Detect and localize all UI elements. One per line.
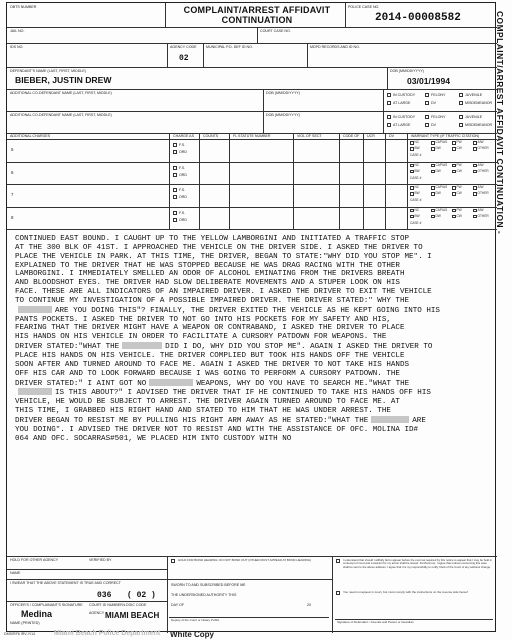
ids-no-label: IDS NO.: [10, 45, 24, 49]
warrant-type-label: BW: [414, 146, 420, 150]
no-appear-text: You need not appear in court, but must comply with the instructions on the reverse side hereof: [343, 590, 468, 594]
officer-signature-label: OFFICER'S / COMPLAINANT'S SIGNATURE: [10, 603, 83, 607]
warrant-type-label: CW: [456, 146, 462, 150]
charge-as-label: F.S.: [179, 143, 186, 147]
warrant-type-label: AIW: [477, 207, 484, 212]
narrative-line: DRIVER BEGAN TO RESIST ME BY PULLING HIS RIGHT ARM AWAY AS HE STATED:"WHAT THE ARE: [15, 416, 426, 425]
narrative-line: DRIVER STATED:"WHAT THE DID I DO, WHY DID YOU STOP ME". AGAIN I ASKED THE DRIVER TO: [15, 343, 433, 352]
narrative-line: ARE YOU DOING THIS"? FINALLY, THE DRIVER EXITED THE VEHICLE AS HE KEPT GOING INTO HIS: [15, 306, 501, 316]
agency-number-value: ( 02 ): [127, 591, 156, 600]
warrant-type-checkbox[interactable]: [452, 215, 456, 219]
case-number-label: CASE #: [410, 220, 422, 225]
narrative-line: PLACE HIS HANDS ON HIS VEHICLE. THE DRIVER COMPLIED BUT TOOK HIS HANDS OFF THE VEHICLE: [15, 351, 405, 360]
charges-header-1: CHARGE AS: [173, 134, 194, 138]
narrative-line: SOON AFTER AND TURNED AROUND TO FACE ME. AGAIN I ASKED THE DRIVER TO NOT TAKE HIS HANDS: [15, 360, 410, 369]
charge-row-number: 5: [11, 147, 14, 152]
warrant-type-label: OTHER: [477, 191, 489, 195]
narrative-line: FEARING THAT THE DRIVER MIGHT HAVE A WEAPON OR CONTRABAND, I ASKED THE DRIVER TO PLACE: [15, 324, 405, 333]
sworn-label: SWORN TO AND SUBSCRIBED BEFORE ME: [171, 583, 246, 587]
charge-as-checkbox[interactable]: [173, 211, 177, 215]
warrant-type-checkbox[interactable]: [473, 215, 477, 219]
redaction-block: [122, 342, 162, 349]
narrative-line: LAMBORGINI. I IMMEDIATELY SMELLED AN ODOR OF ALCOHOL EMINATING FROM THE DRIVERS BREATH: [15, 270, 405, 279]
warrant-type-label: DW: [435, 146, 441, 150]
jail-no-label: JAIL NO.: [10, 29, 25, 33]
hold-bond-checkbox[interactable]: [171, 559, 175, 563]
warrant-type-label: CAPIAS: [435, 185, 448, 189]
case-number-label: CASE #: [410, 198, 422, 202]
warrant-type-label: OTHER: [477, 213, 489, 218]
charge-as-checkbox[interactable]: [173, 143, 177, 147]
defendant-name-label: DEFENDANT'S NAME (LAST, FIRST, MIDDLE): [10, 69, 86, 73]
warrant-type-checkbox[interactable]: [473, 141, 477, 145]
custody-1-label-1: FELONY: [431, 93, 446, 97]
police-case-number: 2014-00008582: [375, 12, 461, 24]
charge-as-label: F.S.: [179, 210, 186, 215]
warrant-type-label: NC: [414, 162, 420, 167]
affidavit-form: [6, 2, 505, 632]
promise-to-appear-checkbox[interactable]: [336, 559, 340, 563]
custody-2-checkbox-0[interactable]: [387, 115, 391, 119]
co-defendant-1-dob-label: DOB (MM/DD/YYYY): [266, 91, 300, 95]
custody-2-checkbox-5[interactable]: [459, 123, 463, 127]
case-number-label: CASE #: [410, 175, 422, 180]
day-of-label: DAY OF: [171, 603, 185, 607]
warrant-type-checkbox[interactable]: [431, 215, 435, 219]
custody-2-checkbox-2[interactable]: [459, 115, 463, 119]
warrant-type-checkbox[interactable]: [431, 209, 435, 213]
warrant-type-label: CW: [456, 168, 462, 173]
deputy-label: Deputy of the Court or Notary Public: [171, 618, 220, 622]
narrative-line: THIS TIME, I GRABBED HIS RIGHT HAND AND STATED TO HIM THAT HE WAS UNDER ARREST. THE: [15, 407, 391, 416]
warrant-type-checkbox[interactable]: [410, 192, 414, 196]
no-appear-checkbox[interactable]: [336, 591, 340, 595]
warrant-type-checkbox[interactable]: [452, 164, 456, 168]
dob-value: 03/01/1994: [407, 76, 451, 86]
narrative-line: DRIVER STATED:" I AINT GOT NO WEAPONS, WHY DO YOU HAVE TO SEARCH ME."WHAT THE: [15, 379, 410, 388]
warrant-type-checkbox[interactable]: [431, 192, 435, 196]
form-title: [167, 5, 347, 25]
charge-as-label: F.S.: [179, 188, 186, 192]
warrant-type-label: BW: [414, 191, 420, 195]
warrant-type-label: PW: [456, 185, 462, 189]
warrant-type-label: CW: [456, 213, 462, 218]
warrant-type-checkbox[interactable]: [473, 147, 477, 151]
agency-name-value: MIAMI BEACH: [105, 611, 160, 620]
narrative-line: OFF HIS CAR AND TO LOOK FORWARD BECAUSE I WAS GOING TO PERFORM A CURSORY PATDOWN. THE: [15, 369, 400, 378]
warrant-type-checkbox[interactable]: [410, 186, 414, 190]
narrative-line: VEHICLE, HE WOULD BE SUBJECT TO ARREST. THE DRIVER AGAIN TURNED AROUND TO FACE ME. AT: [15, 398, 400, 407]
court-case-label: COURT CASE NO.: [260, 29, 291, 33]
obts-label: OBTS NUMBER: [10, 5, 37, 9]
warrant-type-label: NC: [414, 207, 420, 212]
warrant-type-label: DW: [435, 213, 441, 218]
custody-1-label-4: DV: [431, 101, 436, 105]
warrant-type-checkbox[interactable]: [452, 141, 456, 145]
watermark-text: Miami Beach Police Department: [54, 630, 161, 637]
charges-header-4: VIOL OF SECT: [297, 134, 322, 138]
charge-as-label: ORD: [179, 172, 187, 177]
charge-as-checkbox[interactable]: [173, 150, 177, 154]
custody-1-checkbox-3[interactable]: [387, 101, 391, 105]
warrant-type-checkbox[interactable]: [473, 186, 477, 190]
warrant-type-label: NC: [414, 185, 420, 189]
custody-2-checkbox-3[interactable]: [387, 123, 391, 127]
custody-1-checkbox-0[interactable]: [387, 93, 391, 97]
charges-header-6: UCR: [367, 134, 375, 138]
custody-2-label-5: MISDEMEANOR: [465, 123, 493, 127]
warrant-type-checkbox[interactable]: [431, 164, 435, 168]
custody-2-label-0: IN CUSTODY: [393, 115, 416, 119]
warrant-type-label: DW: [435, 168, 441, 173]
side-title: [493, 11, 507, 251]
warrant-type-label: PW: [456, 207, 462, 212]
warrant-type-label: CW: [456, 191, 462, 195]
officer-id-value: 036: [97, 591, 112, 600]
officer-name-value: Medina: [21, 609, 53, 619]
warrant-type-label: OTHER: [477, 146, 489, 150]
redaction-block: [18, 306, 52, 313]
co-defendant-2-label: ADDITIONAL CO-DEFENDANT NAME (LAST, FIRST, MIDDLE): [10, 113, 112, 117]
doc-code: DMS/RF6 IRV-Y/14: [4, 632, 36, 636]
hold-agency-label: HOLD FOR OTHER AGENCY: [10, 558, 59, 562]
court-id-label: COURT ID NUMBER/LOGIC CODE: [89, 603, 147, 607]
agency-code-label: AGENCY CODE: [170, 45, 197, 49]
swear-label: I SWEAR THAT THE ABOVE STATEMENT IS TRUE AND CORRECT: [10, 581, 121, 585]
defendant-name-value: BIEBER, JUSTIN DREW: [15, 75, 112, 85]
undersigned-label: THE UNDERSIGNED AUTHORITY THIS: [171, 593, 237, 597]
redaction-block: [371, 416, 409, 423]
custody-1-checkbox-2[interactable]: [459, 93, 463, 97]
police-case-label: POLICE CASE NO.: [348, 5, 380, 9]
charge-as-label: F.S.: [179, 165, 186, 170]
charge-as-label: ORD: [179, 217, 187, 222]
name-label: NAME: [10, 571, 21, 575]
dob-label: DOB (MM/DD/YYYY): [390, 69, 424, 73]
warrant-type-label: BW: [414, 168, 420, 173]
warrant-type-checkbox[interactable]: [452, 186, 456, 190]
narrative-line: AT THE 300 BLK OF 41ST. I APPROACHED THE VEHICLE ON THE DRIVER SIDE. I ASKED THE DRIVER TO: [15, 243, 423, 252]
warrant-type-checkbox[interactable]: [431, 147, 435, 151]
co-defendant-1-label: ADDITIONAL CO-DEFENDANT NAME (LAST, FIRST, MIDDLE): [10, 91, 112, 95]
agency-code-value: 02: [179, 54, 189, 63]
custody-2-label-3: AT LARGE: [393, 123, 411, 127]
narrative-line: HIS HANDS ON HIS VEHICLE IN ORDER TO FACILITATE A CURSORY PATDOWN FOR WEAPONS. THE: [15, 333, 387, 342]
municipal-id-label: MUNICIPAL P.D. DEF ID NO.: [206, 45, 253, 49]
agency-label: AGENCY: [89, 611, 105, 615]
custody-1-label-3: AT LARGE: [393, 101, 411, 105]
promise-text: I understand that should I willfully fail to appear before the court as required by this notice to appear that I may be held in contempt of court and a warrant for my arrest shall be issued. Furthermore, I agree that notices concerning this case shall be sent to the above address. I agree that it is my responsibility to notify Clerk of the Court of any address change.: [343, 558, 492, 569]
charge-as-checkbox[interactable]: [173, 218, 177, 222]
warrant-type-label: AIW: [477, 185, 484, 189]
charges-header-5: CODE OF: [343, 134, 360, 138]
warrant-type-checkbox[interactable]: [452, 170, 456, 174]
narrative-line: AND BLOODSHOT EYES. THE DRIVER HAD SLOW DELIBERATE MOVEMENTS AND A STUPER LOOK ON HIS: [15, 279, 400, 288]
narrative-line: EXPLAINED TO THE DRIVER THAT HE WAS STOPPED BECAUSE HE WAS DRAG RACING WITH THE OTHER: [15, 261, 400, 270]
warrant-type-label: CAPIAS: [435, 140, 448, 144]
mdpd-records-label: MDPD RECORDS AND ID NO.: [310, 45, 360, 49]
narrative-line: YOU DOING". I ADVISED THE DRIVER NOT TO RESIST AND WITH THE ASSISTANCE OF OFC. MOLINA ID#: [15, 425, 419, 434]
narrative-line: 064 AND OFC. SOCARRAS#501, WE PLACED HIM INTO CUSTODY WITH NO: [15, 434, 292, 443]
custody-1-checkbox-5[interactable]: [459, 101, 463, 105]
charge-as-checkbox[interactable]: [173, 166, 177, 170]
custody-1-checkbox-1[interactable]: [425, 93, 429, 97]
warrant-type-checkbox[interactable]: [473, 170, 477, 174]
narrative-line: CONTINUED EAST BOUND. I CAUGHT UP TO THE YELLOW LAMBORGINI AND INITIATED A TRAFFIC STOP: [15, 235, 410, 243]
redaction-block: [18, 388, 52, 395]
warrant-type-checkbox[interactable]: [410, 215, 414, 219]
year-label: 20: [307, 603, 311, 607]
title-line-2: CONTINUATION: [221, 15, 293, 25]
defendant-signature-label: Signature of Defendant / Juvenile and Parent or Guardian: [337, 620, 414, 624]
warrant-type-checkbox[interactable]: [452, 209, 456, 213]
charge-as-label: ORD: [179, 195, 187, 199]
warrant-type-label: OTHER: [477, 168, 489, 173]
narrative-line: FACE. THESE ARE ALL INDICATORS OF AN IMPAIRED DRIVER. I ASKED THE DRIVER TO EXIT THE VEHICLE: [15, 288, 432, 297]
charge-row-number: 8: [11, 214, 14, 220]
charge-as-checkbox[interactable]: [173, 173, 177, 177]
warrant-type-checkbox[interactable]: [431, 141, 435, 145]
redaction-block: [149, 379, 193, 386]
charges-header-0: ADDITIONAL CHARGES: [10, 134, 51, 138]
case-number-label: CASE #: [410, 153, 422, 157]
charge-row-number: 7: [11, 192, 14, 197]
narrative-line: PLACE THE VEHICLE IN PARK. AT THIS TIME, THE DRIVER, BEGAN TO STATE:"WHY DID YOU STOP ME". I: [15, 252, 432, 261]
custody-2-label-1: FELONY: [431, 115, 446, 119]
warrant-type-checkbox[interactable]: [452, 147, 456, 151]
charges-header-7: DV: [389, 134, 394, 138]
warrant-type-checkbox[interactable]: [410, 209, 414, 213]
warrant-type-checkbox[interactable]: [410, 147, 414, 151]
co-defendant-2-dob-label: DOB (MM/DD/YYYY): [266, 113, 300, 117]
narrative-line: IS THIS ABOUT?" I ADVISED THE DRIVER THAT IF HE CONTINUED TO TAKE HIS HANDS OFF HIS: [15, 388, 501, 398]
warrant-type-label: DW: [435, 191, 441, 195]
charge-row-number: 6: [11, 169, 14, 175]
name-printed-label: NAME (PRINTED): [10, 621, 40, 625]
narrative-line: PANTS POCKETS. I ASKED THE DRIVER TO NOT GO INTO HIS POCKETS FOR MY SAFETY AND HIS,: [15, 315, 391, 324]
charges-header-2: COUNTS: [203, 134, 219, 138]
verified-by-label: VERIFIED BY: [89, 558, 112, 562]
custody-2-checkbox-4[interactable]: [425, 123, 429, 127]
custody-1-label-5: MISDEMEANOR: [465, 101, 493, 105]
warrant-type-label: NC: [414, 140, 420, 144]
custody-2-checkbox-1[interactable]: [425, 115, 429, 119]
charges-header-3: FL STATUTE NUMBER: [233, 134, 271, 138]
warrant-type-checkbox[interactable]: [410, 164, 414, 168]
warrant-type-checkbox[interactable]: [410, 141, 414, 145]
title-line-1: COMPLAINT/ARREST AFFIDAVIT: [183, 5, 331, 15]
warrant-type-label: BW: [414, 213, 420, 218]
charges-header-8: WARRANT TYPE (IF TRAFFIC CITATION): [411, 134, 480, 138]
custody-1-label-0: IN CUSTODY: [393, 93, 416, 97]
custody-1-checkbox-4[interactable]: [425, 101, 429, 105]
warrant-type-label: AIW: [477, 140, 484, 144]
warrant-type-checkbox[interactable]: [452, 192, 456, 196]
warrant-type-label: CAPIAS: [435, 207, 448, 212]
custody-1-label-2: JUVENILE: [465, 93, 483, 97]
warrant-type-checkbox[interactable]: [473, 209, 477, 213]
narrative-text: [15, 235, 501, 443]
warrant-type-checkbox[interactable]: [431, 170, 435, 174]
warrant-type-checkbox[interactable]: [431, 186, 435, 190]
charge-as-label: ORD: [179, 150, 187, 154]
warrant-type-label: AIW: [477, 162, 484, 167]
charge-as-checkbox[interactable]: [173, 195, 177, 199]
copy-label: White Copy: [170, 630, 214, 639]
side-title-text: COMPLAINT/ARREST AFFIDAVIT CONTINUATION -: [495, 11, 505, 235]
warrant-type-label: CAPIAS: [435, 162, 448, 167]
custody-2-label-2: JUVENILE: [465, 115, 483, 119]
narrative-line: TO CONTINUE MY INVESTIGATION OF A POSSIBLE IMPAIRED DRIVER. THE DRIVER STATED:" WHY THE: [15, 296, 410, 305]
charge-as-checkbox[interactable]: [173, 188, 177, 192]
warrant-type-checkbox[interactable]: [410, 170, 414, 174]
warrant-type-label: PW: [456, 162, 462, 167]
warrant-type-checkbox[interactable]: [473, 192, 477, 196]
custody-2-label-4: DV: [431, 123, 436, 127]
warrant-type-label: PW: [456, 140, 462, 144]
warrant-type-checkbox[interactable]: [473, 164, 477, 168]
hold-bond-label: HOLD FOR BOND HEARING: DO NOT BOND OUT (OTHER MUST APPEAR AT BOND HEARING): [178, 558, 312, 562]
